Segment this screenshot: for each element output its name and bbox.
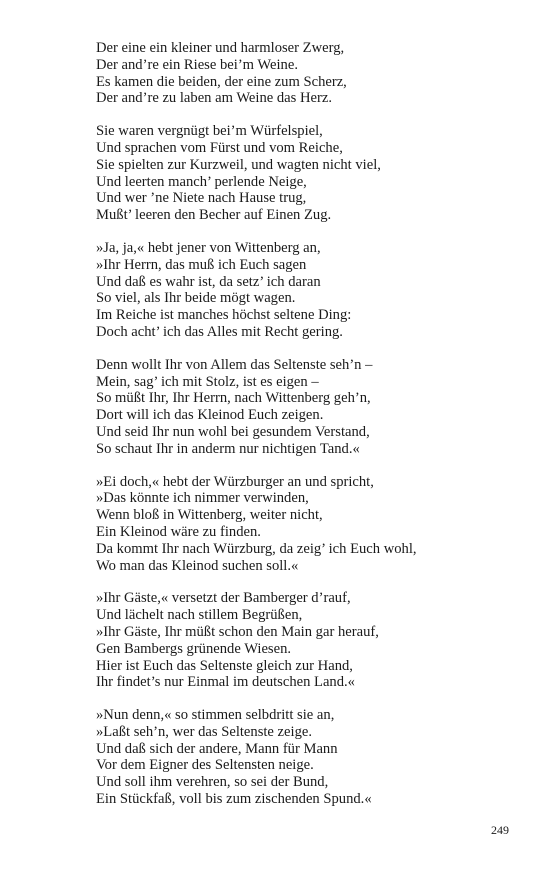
poem-line: Der eine ein kleiner und harmloser Zwerg, bbox=[96, 40, 345, 56]
poem-line: Wenn bloß in Wittenberg, weiter nicht, bbox=[96, 507, 323, 524]
poem-line: So schaut Ihr in anderm nur nichtigen Tand.« bbox=[96, 440, 360, 457]
page-number: 249 bbox=[491, 823, 509, 837]
poem-line: Der and’re zu laben am Weine das Herz. bbox=[96, 90, 332, 107]
stanza-7 bbox=[96, 707, 516, 808]
poem-line: Ein Kleinod wäre zu finden. bbox=[96, 523, 261, 540]
stanza-3 bbox=[96, 240, 516, 341]
poem-line: Da kommt Ihr nach Würzburg, da zeig’ ich Euch wohl, bbox=[96, 540, 417, 557]
poem-line: Dort will ich das Kleinod Euch zeigen. bbox=[96, 407, 324, 424]
stanza-5 bbox=[96, 474, 516, 575]
poem-line: Und lächelt nach stillem Begrüßen, bbox=[96, 607, 303, 624]
stanza-1 bbox=[96, 40, 516, 107]
poem-line: Und leerten manch’ perlende Neige, bbox=[96, 173, 307, 190]
poem-line: Denn wollt Ihr von Allem das Seltenste seh’n – bbox=[96, 356, 373, 373]
poem-line: »Ihr Gäste,« versetzt der Bamberger d’rauf, bbox=[96, 590, 351, 607]
poem-line: Hier ist Euch das Seltenste gleich zur Hand, bbox=[96, 657, 353, 674]
poem-line: »Nun denn,« so stimmen selbdritt sie an, bbox=[96, 707, 335, 724]
poem-line: Und sprachen vom Fürst und vom Reiche, bbox=[96, 139, 343, 156]
poem-line: »Ei doch,« hebt der Würzburger an und spricht, bbox=[96, 473, 374, 490]
poem-line: Vor dem Eigner des Seltensten neige. bbox=[96, 757, 314, 774]
poem-line: Im Reiche ist manches höchst seltene Ding: bbox=[96, 307, 352, 324]
poem-line: Mein, sag’ ich mit Stolz, ist es eigen – bbox=[96, 373, 319, 390]
poem-line: Sie waren vergnügt bei’m Würfelspiel, bbox=[96, 123, 323, 140]
poem-line: »Ihr Gäste, Ihr müßt schon den Main gar herauf, bbox=[96, 623, 379, 640]
poem-line: So müßt Ihr, Ihr Herrn, nach Wittenberg geh’n, bbox=[96, 390, 371, 407]
stanza-2 bbox=[96, 123, 516, 224]
poem-line: Und soll ihm verehren, so sei der Bund, bbox=[96, 774, 329, 791]
poem-line: Es kamen die beiden, der eine zum Scherz, bbox=[96, 73, 347, 90]
poem-line: »Laßt seh’n, wer das Seltenste zeige. bbox=[96, 723, 312, 740]
poem-line: So viel, als Ihr beide mögt wagen. bbox=[96, 290, 296, 307]
poem-line: Gen Bambergs grünende Wiesen. bbox=[96, 640, 292, 657]
poem-line: Wo man das Kleinod suchen soll.« bbox=[96, 557, 299, 574]
poem-line: Ein Stückfaß, voll bis zum zischenden Spund.« bbox=[96, 791, 372, 808]
poem-line: Mußt’ leeren den Becher auf Einen Zug. bbox=[96, 207, 332, 224]
poem-line: Und daß es wahr ist, da setz’ ich daran bbox=[96, 273, 321, 290]
stanza-6 bbox=[96, 590, 516, 691]
poem-line: »Ja, ja,« hebt jener von Wittenberg an, bbox=[96, 239, 321, 256]
stanza-4 bbox=[96, 357, 516, 458]
poem-line: Und daß sich der andere, Mann für Mann bbox=[96, 740, 338, 757]
poem-line: Sie spielten zur Kurzweil, und wagten nicht viel, bbox=[96, 156, 381, 173]
poem-line: »Ihr Herrn, das muß ich Euch sagen bbox=[96, 256, 307, 273]
poem-body bbox=[96, 40, 516, 824]
poem-line: Ihr findet’s nur Einmal im deutschen Land.« bbox=[96, 674, 355, 691]
poem-line: »Das könnte ich nimmer verwinden, bbox=[96, 490, 309, 507]
poem-line: Der and’re ein Riese bei’m Weine. bbox=[96, 56, 298, 73]
poem-line: Und wer ’ne Niete nach Hause trug, bbox=[96, 190, 307, 207]
poem-line: Doch acht’ ich das Alles mit Recht gering. bbox=[96, 323, 343, 340]
poem-line: Und seid Ihr nun wohl bei gesundem Verstand, bbox=[96, 423, 370, 440]
